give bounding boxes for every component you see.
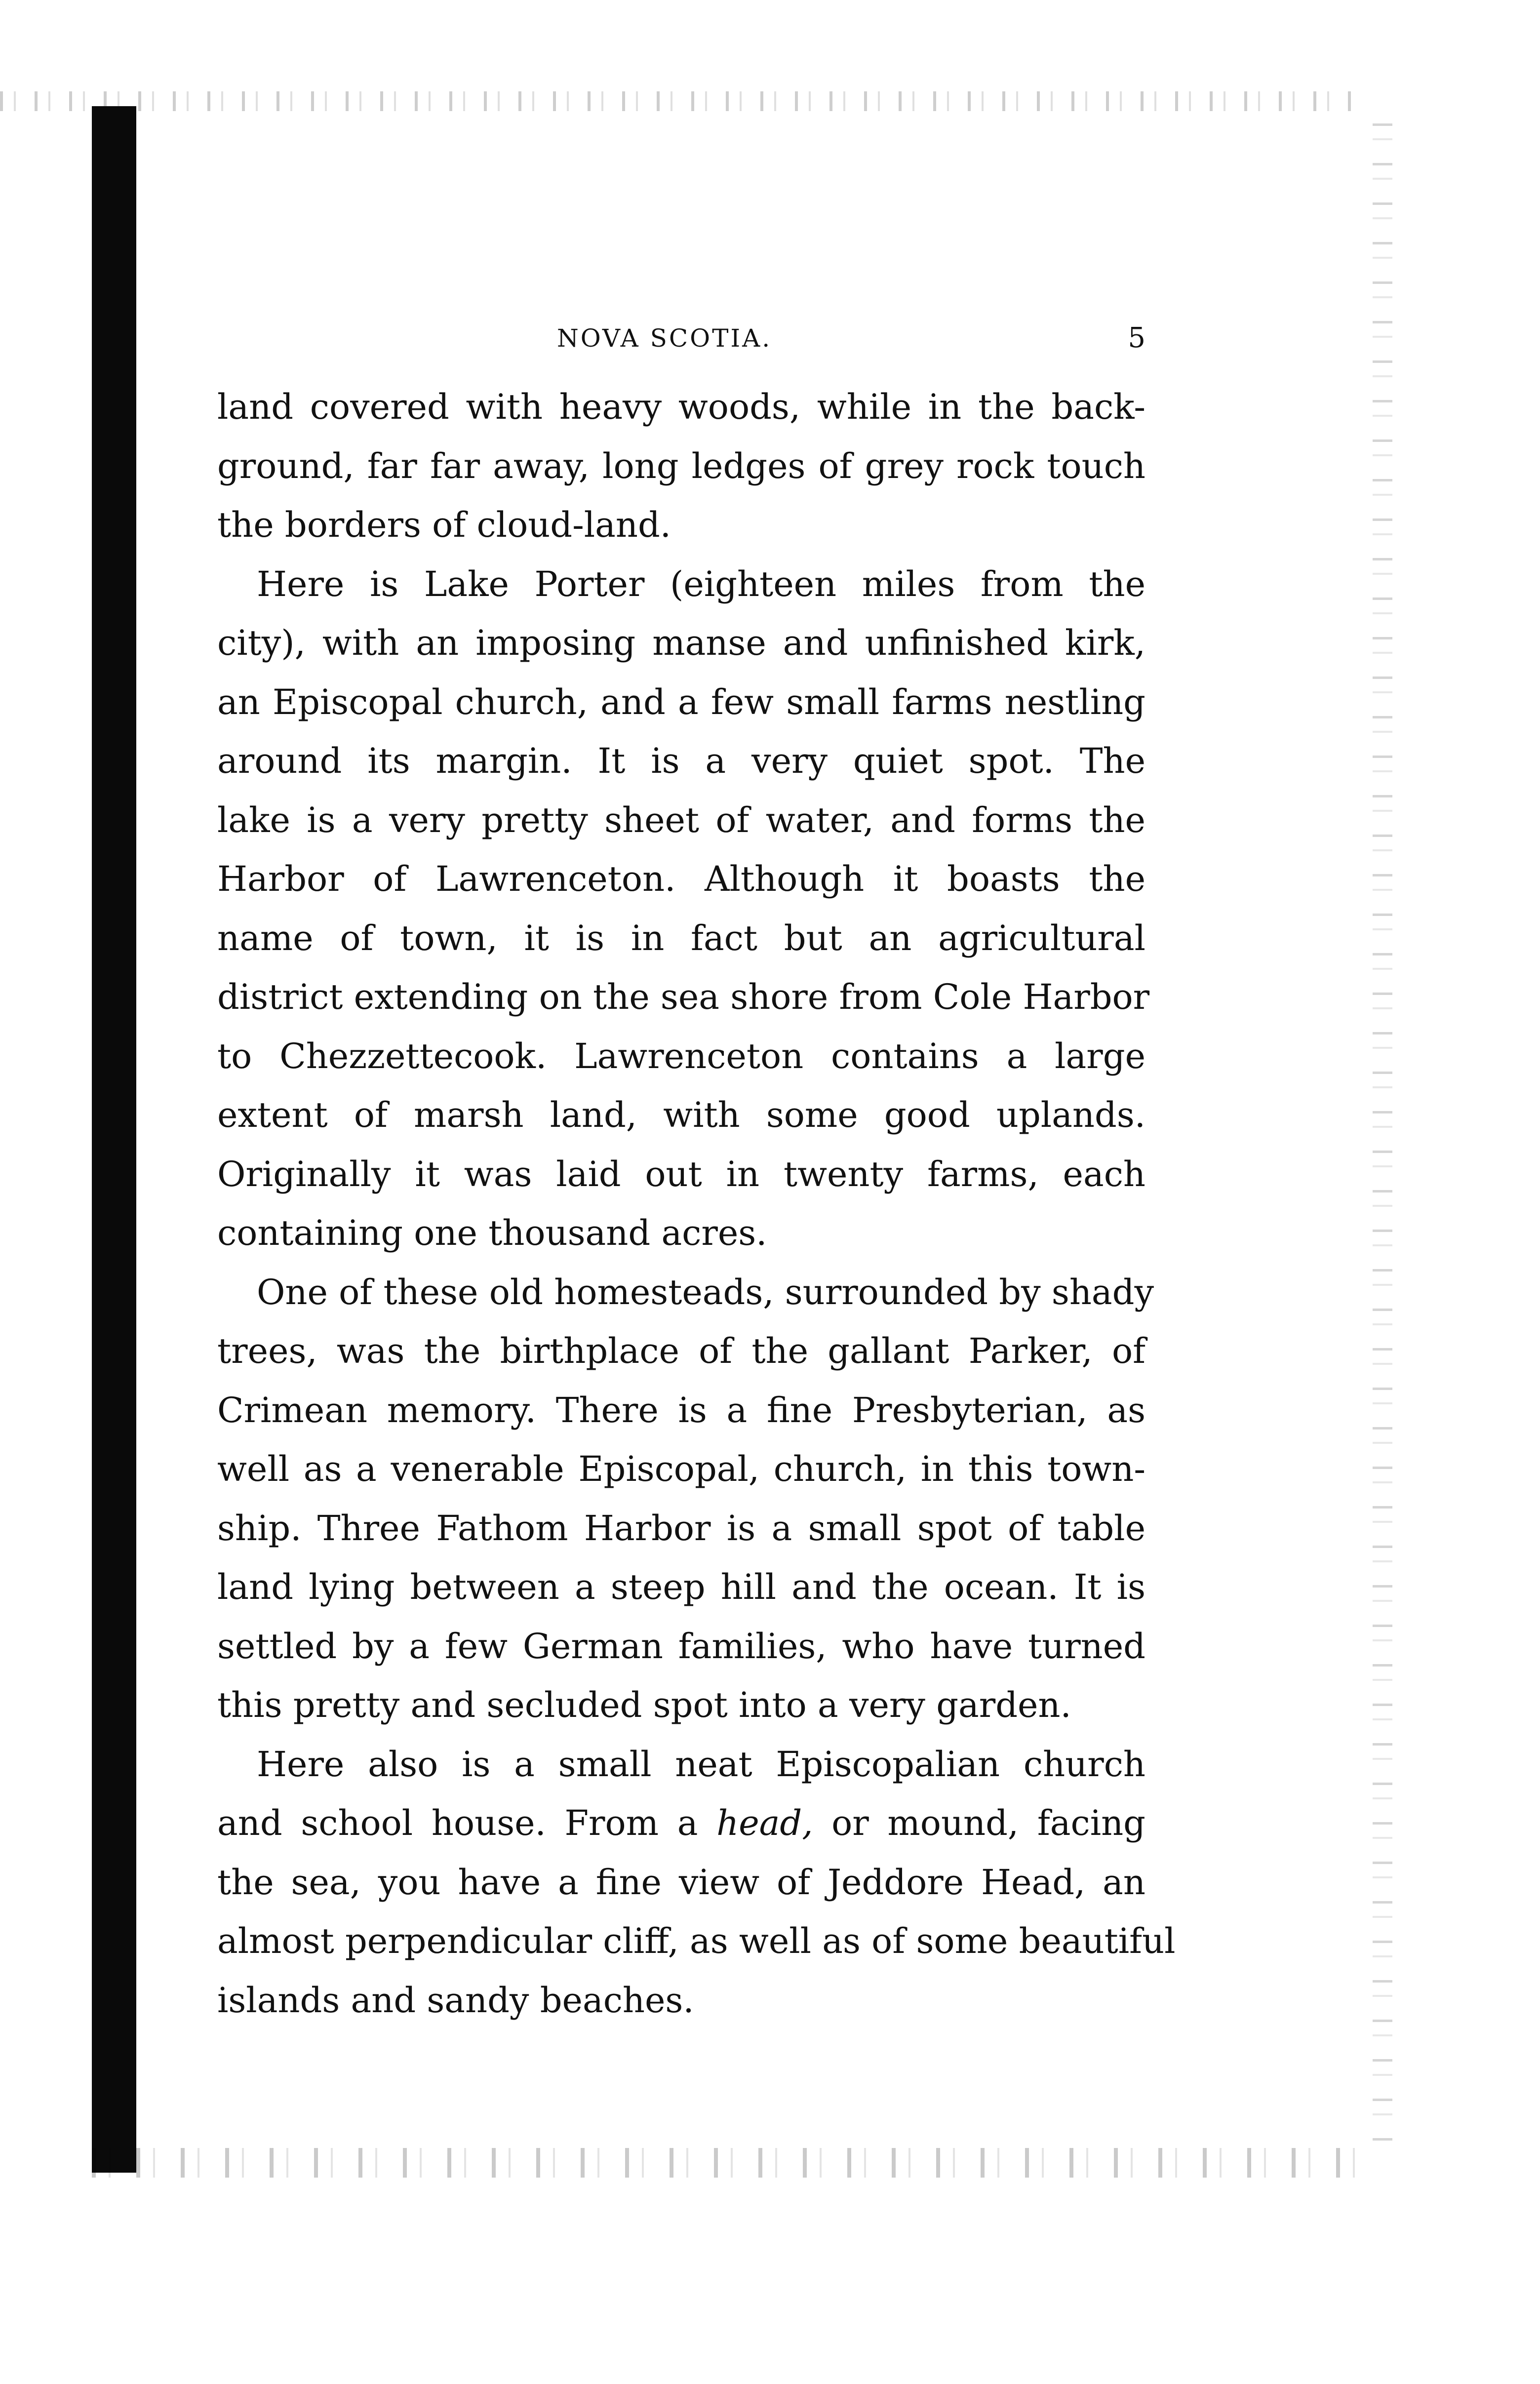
scan-border-right [1373, 123, 1392, 2148]
text-run: or mound, facing [813, 1803, 1145, 1843]
text-line: district extending on the sea shore from Cole Harbor [217, 977, 1150, 1017]
text-line: an Episcopal church, and a few small farms nestling [217, 681, 1145, 722]
running-title: NOVA SCOTIA. [557, 324, 772, 353]
text-line: the sea, you have a fine view of Jeddore Head, an [217, 1862, 1145, 1903]
text-line: Crimean memory. There is a fine Presbyterian, as [217, 1390, 1145, 1430]
text-line: this pretty and secluded spot into a very garden. [217, 1685, 1071, 1725]
paragraph-2 [217, 555, 1150, 1263]
scan-binding-shadow [92, 106, 136, 2173]
text-line: land lying between a steep hill and the ocean. It is [217, 1567, 1145, 1607]
text-line: city), with an imposing manse and unfinished kirk, [217, 623, 1145, 663]
page-number: 5 [1128, 322, 1145, 354]
text-run: and school house. From a [217, 1803, 717, 1843]
text-line: ship. Three Fathom Harbor is a small spot of table [217, 1508, 1145, 1549]
text-line: containing one thousand acres. [217, 1213, 767, 1253]
text-line: well as a venerable Episcopal, church, in this town- [217, 1449, 1145, 1489]
text-line: to Chezzettecook. Lawrenceton contains a large [217, 1035, 1145, 1076]
text-line: settled by a few German families, who have turned [217, 1626, 1145, 1667]
text-line: islands and sandy beaches. [217, 1980, 694, 2021]
text-line: Here is Lake Porter (eighteen miles from the [257, 563, 1145, 604]
body-text [217, 378, 1176, 2030]
running-head [217, 316, 1145, 360]
text-line: land covered with heavy woods, while in the back- [217, 387, 1145, 427]
scan-border-bottom [92, 2148, 1376, 2178]
text-line: trees, was the birthplace of the gallant Parker, of [217, 1331, 1145, 1371]
text-line: around its margin. It is a very quiet spot. The [217, 741, 1145, 781]
text-line: name of town, it is in fact but an agricultural [217, 917, 1145, 958]
text-line: Here also is a small neat Episcopalian church [257, 1744, 1145, 1785]
text-line: almost perpendicular cliff, as well as of some beautiful [217, 1921, 1176, 1961]
text-line: extent of marsh land, with some good uplands. [217, 1095, 1145, 1135]
text-line: lake is a very pretty sheet of water, and forms the [217, 799, 1145, 840]
text-line: One of these old homesteads, surrounded by shady [257, 1271, 1154, 1312]
paragraph-3 [217, 1263, 1154, 1735]
text-line: the borders of cloud-land. [217, 505, 671, 545]
text-line: Harbor of Lawrenceton. Although it boasts the [217, 859, 1145, 899]
scan-border-top [0, 91, 1358, 111]
text-line: ground, far far away, long ledges of grey rock touch [217, 445, 1145, 486]
text-line: Originally it was laid out in twenty farms, each [217, 1153, 1145, 1194]
italic-word: head, [716, 1803, 813, 1843]
text-line [217, 1794, 1145, 1853]
paragraph-1 [217, 378, 1145, 555]
paragraph-4 [217, 1735, 1176, 2030]
